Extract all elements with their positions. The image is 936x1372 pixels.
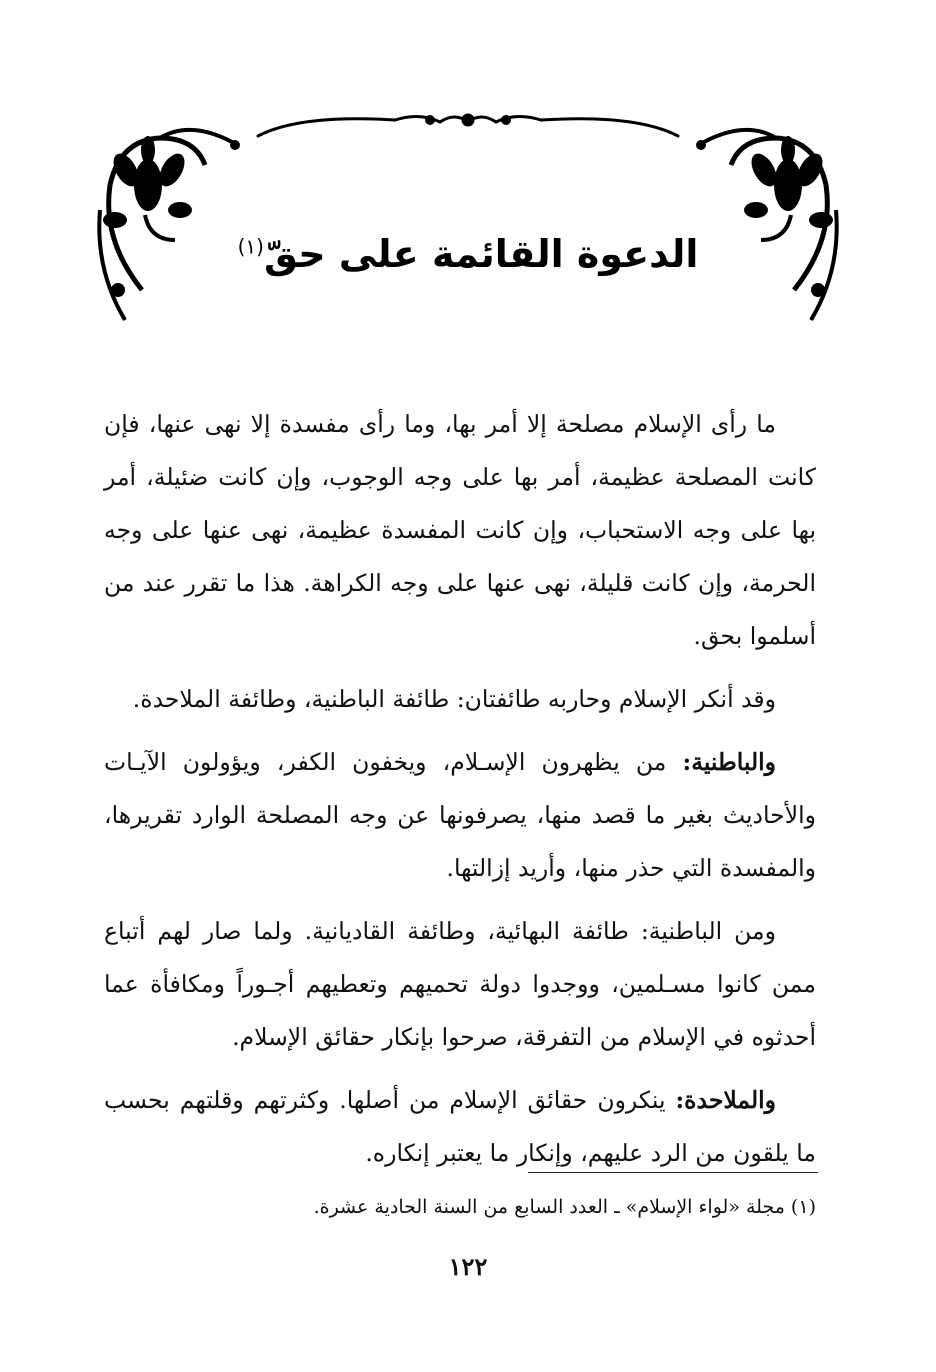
page-number: ١٢٢ [448, 1252, 488, 1281]
paragraph [104, 673, 816, 726]
title-footnote-marker: (١) [237, 234, 264, 259]
right-corner-ornament [696, 130, 837, 320]
chapter-title [0, 232, 936, 276]
chapter-title-text: الدعوة القائمة على حقّ [263, 232, 699, 276]
footnote-divider [528, 1172, 818, 1173]
paragraph [104, 736, 816, 895]
ornamental-header-frame [0, 90, 936, 330]
paragraph-text: ومن الباطنية: طائفة البهائية، وطائفة القاديانية. ولما صار لهم أتباع ممن كانوا مسـلمين، ووجدوا دولة تحميهم وتعطيهم أجـوراً ومكافأة عما أحدثوه في الإسلام من التفرقة، صرحوا بإنكار حقائق الإسلام. [104, 917, 816, 1051]
body-text [104, 398, 816, 1190]
paragraph-text: ما رأى الإسلام مصلحة إلا أمر بها، وما رأى مفسدة إلا نهى عنها، فإن كانت المصلحة عظيمة، أمر بها على وجه الوجوب، وإن كانت ضئيلة، أمر بها على وجه الاستحباب، وإن كانت المفسدة عظيمة، نهى عنها على وجه الحرمة، وإن كانت قليلة، نهى عنها على وجه الكراهة. هذا ما تقرر عند من أسلموا بحق. [104, 410, 816, 650]
paragraph [104, 905, 816, 1064]
paragraph-text: وقد أنكر الإسلام وحاربه طائفتان: طائفة الباطنية، وطائفة الملاحدة. [132, 685, 776, 713]
paragraph [104, 398, 816, 663]
paragraph-text: ينكرون حقائق الإسلام من أصلها. وكثرتهم وقلتهم بحسب ما يلقون من الرد عليهم، وإنكار ما يعتبر إنكاره. [104, 1086, 816, 1167]
paragraph-text: من يظهرون الإسـلام، ويخفون الكفر، ويؤولون الآيـات والأحاديث بغير ما قصد منها، يصرفونها عن وجه المصلحة الوارد تقريرها، والمفسدة التي حذر منها، وأريد إزالتها. [104, 748, 816, 882]
left-corner-ornament [99, 130, 240, 320]
footnote: (١) مجلة «لواء الإسلام» ـ العدد السابع من السنة الحادية عشرة. [313, 1196, 816, 1218]
top-scroll-ornament [258, 115, 678, 136]
paragraph-lead: والباطنية: [682, 748, 776, 776]
paragraph [104, 1074, 816, 1180]
paragraph-lead: والملاحدة: [675, 1086, 776, 1114]
